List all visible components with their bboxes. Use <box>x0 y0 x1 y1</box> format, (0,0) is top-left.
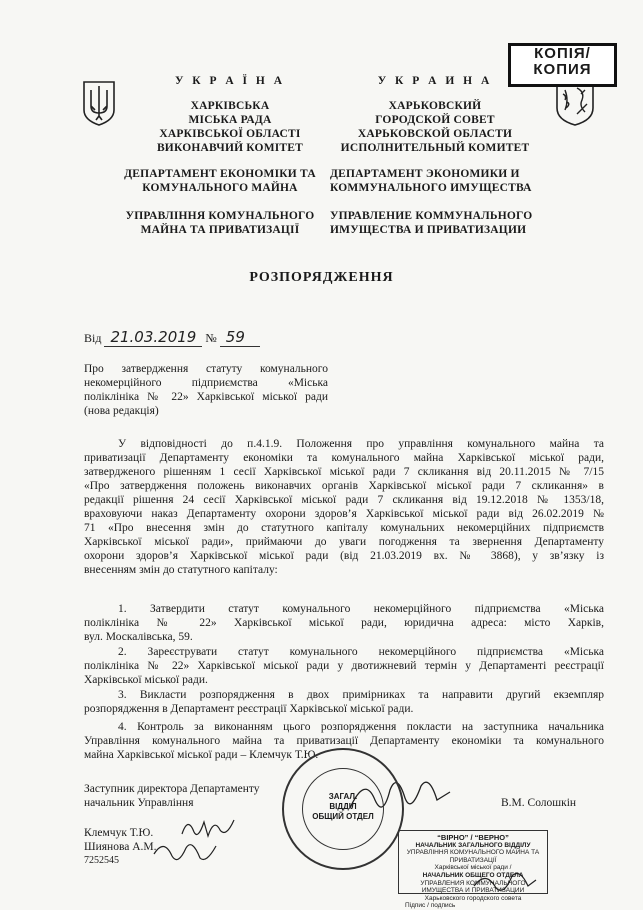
header-ru-dept-line1: ДЕПАРТАМЕНТ ЭКОНОМИКИ И <box>330 168 520 180</box>
copy-stamp-line1: КОПІЯ/ <box>534 45 591 62</box>
header-ua-council-line3: ХАРКІВСЬКОЇ ОБЛАСТІ <box>159 128 301 140</box>
header-ru-uprav-line1: УПРАВЛЕНИЕ КОММУНАЛЬНОГО <box>330 210 533 222</box>
certification-stamp-line1: “ВІРНО” / “ВЕРНО” <box>437 833 509 842</box>
subject-line3: поліклініка № 22» Харківської міської ради <box>84 391 328 403</box>
item-2-line3: Харківської міської ради. <box>84 674 208 686</box>
item-2-line2: поліклініка № 22» Харківської міської ради у двотижневий термін у Департаменті реєстрації <box>84 660 604 672</box>
document-title: РОЗПОРЯДЖЕННЯ <box>249 270 394 285</box>
preamble-line4: «Про затвердження положень виконавчих органів Харківської міської ради 7 скликання» в <box>84 480 604 492</box>
certification-stamp-line6: УПРАВЛЕНИЯ КОММУНАЛЬНОГО ИМУЩЕСТВА И ПРИВАТИЗАЦИИ <box>420 879 526 895</box>
certification-stamp-line4: Харківської міської ради / <box>434 864 512 872</box>
header-ua-council-line4: ВИКОНАВЧИЙ КОМІТЕТ <box>156 142 304 154</box>
preamble-line6: враховуючи наказ Департаменту охорони здоров’я Харківської міської ради від 26.02.2019 № <box>84 508 604 520</box>
header-ua-uprav-line2: МАЙНА ТА ПРИВАТИЗАЦІЇ <box>140 224 300 236</box>
preamble-line5: редакції рішення 24 сесії Харківської міської ради 7 скликання від 19.12.2018 № 1353/18, <box>84 494 604 506</box>
handwritten-signature-executor2 <box>150 836 220 866</box>
item-4-line2: Управління комунального майна та приватизації Департаменту економіки та комунального <box>84 735 604 747</box>
header-ua-dept-line2: КОМУНАЛЬНОГО МАЙНА <box>142 182 298 194</box>
date-number-line <box>84 328 260 347</box>
signatory-name: В.М. Солошкін <box>501 797 577 809</box>
item-1-line3: вул. Москалівська, 59. <box>84 631 193 643</box>
header-ru-council-line4: ИСПОЛНИТЕЛЬНЫЙ КОМИТЕТ <box>340 142 530 154</box>
header-ru-uprav-line2: ИМУЩЕСТВА И ПРИВАТИЗАЦИИ <box>330 224 527 236</box>
header-ru-country: У К Р А И Н А <box>377 75 493 87</box>
preamble-line2: приватизації Департаменту економіки та комунального майна Харківської міської ради, <box>84 452 604 464</box>
number-prefix: № <box>205 331 217 345</box>
round-stamp-line2: ВІДДІЛ <box>329 802 357 811</box>
preamble-line7: 71 «Про внесення змін до статутного капіталу комунальних некомерційних підприємств <box>84 522 604 534</box>
number-value: 59 <box>220 328 260 347</box>
signatory-position-line2: начальник Управління <box>84 797 194 809</box>
header-ua-dept-line1: ДЕПАРТАМЕНТ ЕКОНОМІКИ ТА <box>124 168 316 180</box>
copy-stamp-line2: КОПИЯ <box>533 61 592 78</box>
round-stamp-line3: ОБЩИЙ ОТДЕЛ <box>312 812 374 821</box>
header-ua-council-line2: МІСЬКА РАДА <box>188 114 272 126</box>
date-prefix: Від <box>84 331 102 345</box>
header-ua-department <box>110 167 330 195</box>
item-2-line1: 2. Зареєструвати статут комунального некомерційного підприємства «Міська <box>118 646 604 658</box>
subject-line4: (нова редакція) <box>84 405 159 417</box>
date-value: 21.03.2019 <box>104 328 202 347</box>
item-1 <box>84 602 604 644</box>
header-ru-council-line1: ХАРЬКОВСКИЙ <box>388 100 482 112</box>
executor-2: Шиянова А.М. <box>84 841 157 853</box>
item-1-line1: 1. Затвердити статут комунального некомерційного підприємства «Міська <box>118 603 604 615</box>
preamble-line10: внесенням змін до статутного капіталу: <box>84 564 278 576</box>
header-ru-council-line2: ГОРОДСКОЙ СОВЕТ <box>375 114 495 126</box>
round-stamp <box>282 748 404 870</box>
preamble-paragraph <box>84 437 604 577</box>
round-stamp-line1: ЗАГАЛ. <box>328 792 358 801</box>
item-4-line3: майна Харківської міської ради – Клемчук Т.Ю. <box>84 749 319 761</box>
header-ua-uprav-line1: УПРАВЛІННЯ КОМУНАЛЬНОГО <box>125 210 315 222</box>
preamble-line9: охорони здоров’я Харківської міської ради (від 21.03.2019 вх. № 3868), у зв’язку із <box>84 550 604 562</box>
signatory-position-line1: Заступник директора Департаменту <box>84 783 260 795</box>
preamble-line8: Харківської міської ради», приймаючи до уваги погодження та звернення Департаменту <box>84 536 604 548</box>
header-ru-dept-line2: КОММУНАЛЬНОГО ИМУЩЕСТВА <box>330 182 532 194</box>
header-ru-council <box>335 99 535 155</box>
header-ru-council-line3: ХАРЬКОВСКОЙ ОБЛАСТИ <box>357 128 513 140</box>
item-1-line2: поліклініка № 22» Харківської міської ради, юридична адреса: місто Харків, <box>84 617 604 629</box>
header-ua-administration <box>110 209 330 237</box>
certification-stamp <box>398 830 548 910</box>
item-3-line1: 3. Викласти розпорядження в двох примірниках та направити другий екземпляр <box>118 689 604 701</box>
certification-stamp-line7: Харьковского городского совета <box>424 894 522 902</box>
subject-block <box>84 362 328 418</box>
item-4-line1: 4. Контроль за виконанням цього розпорядження покласти на заступника начальника <box>118 721 604 733</box>
executor-1: Клемчук Т.Ю. <box>84 827 154 839</box>
subject-line2: некомерційного підприємства «Міська <box>84 377 328 389</box>
trident-emblem-icon <box>82 80 116 126</box>
certification-stamp-line2: НАЧАЛЬНИК ЗАГАЛЬНОГО ВІДДІЛУ <box>415 841 531 849</box>
item-3-line2: розпорядження в Департамент реєстрації Харківської міської ради. <box>84 703 414 715</box>
header-ua-council <box>130 99 330 155</box>
header-ua-council-line1: ХАРКІВСЬКА <box>190 100 270 112</box>
certification-stamp-line5: НАЧАЛЬНИК ОБЩЕГО ОТДЕЛА <box>422 871 524 879</box>
signatory-position <box>84 782 260 810</box>
certification-stamp-line3: УПРАВЛІННЯ КОМУНАЛЬНОГО МАЙНА ТА ПРИВАТИЗАЦІЇ <box>406 849 540 864</box>
certification-stamp-line8: Підпис / подпись <box>405 902 456 910</box>
header-ua-country: У К Р А Ї Н А <box>174 75 286 87</box>
preamble-line3: затвердженого рішенням 1 сесії Харківської міської ради 7 скликання від 20.11.2015 № 7/15 <box>84 466 604 478</box>
executor-phone: 7252545 <box>84 855 119 866</box>
header-ru-administration <box>330 209 545 237</box>
item-2 <box>84 645 604 687</box>
round-stamp-text <box>284 792 402 822</box>
header-ru-department <box>330 167 545 195</box>
preamble-line1: У відповідності до п.4.1.9. Положення про управління комунального майна та <box>118 438 604 450</box>
subject-line1: Про затвердження статуту комунального <box>84 363 328 375</box>
item-3 <box>84 688 604 716</box>
